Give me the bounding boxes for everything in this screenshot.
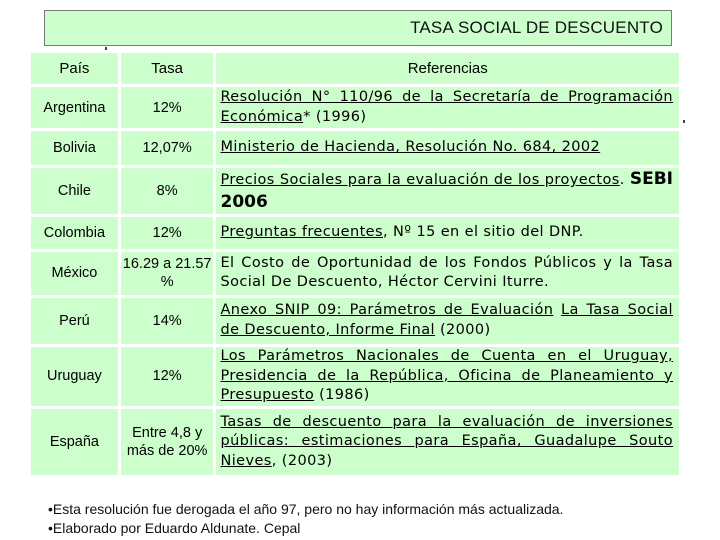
- reference-text: , (2003): [271, 452, 333, 469]
- reference-text: , Nº 15 en el sitio del DNP.: [382, 224, 584, 241]
- reference-link[interactable]: Preguntas frecuentes: [220, 224, 383, 241]
- reference-cell[interactable]: [215, 166, 681, 215]
- table-row: [30, 130, 681, 166]
- country-cell: Perú: [30, 297, 120, 346]
- table-row: [30, 166, 681, 215]
- reference-text: (2000): [434, 321, 491, 338]
- table-row: [30, 408, 681, 477]
- country-cell: Argentina: [30, 86, 120, 130]
- reference-cell[interactable]: [215, 408, 681, 477]
- reference-text: SEBI 2006: [220, 169, 673, 213]
- decorative-mark: [683, 120, 685, 123]
- reference-link[interactable]: Los Parámetros Nacionales de Cuenta en el Uruguay, Presidencia de la República, Oficina de Planeamiento y Presupuesto: [220, 348, 673, 404]
- reference-link[interactable]: Resolución N° 110/96 de la Secretaría de Programación Económica: [220, 89, 673, 125]
- country-cell: Colombia: [30, 216, 120, 250]
- table-header-row: [30, 52, 681, 86]
- reference-link[interactable]: Precios Sociales para la evaluación de los proyectos: [220, 172, 620, 189]
- table-row: [30, 216, 681, 250]
- reference-text: (1986): [314, 387, 370, 404]
- rate-cell: 14%: [119, 297, 215, 346]
- table-row: [30, 345, 681, 408]
- country-cell: España: [30, 408, 120, 477]
- footnotes: [48, 500, 688, 538]
- country-cell: México: [30, 250, 120, 296]
- header-rate: Tasa: [119, 52, 215, 86]
- footnote: •Elaborado por Eduardo Aldunate. Cepal: [48, 520, 301, 536]
- reference-link[interactable]: Anexo SNIP 09: Parámetros de Evaluación: [220, 302, 554, 319]
- country-cell: Uruguay: [30, 345, 120, 408]
- discount-rate-table: [28, 50, 682, 478]
- reference-text: * (1996): [303, 108, 367, 125]
- table-row: [30, 86, 681, 130]
- rate-cell: Entre 4,8 y más de 20%: [119, 408, 215, 477]
- rate-cell: 12%: [119, 216, 215, 250]
- page-title: TASA SOCIAL DE DESCUENTO: [410, 18, 663, 37]
- rate-cell: 16.29 a 21.57 %: [119, 250, 215, 296]
- reference-cell[interactable]: [215, 345, 681, 408]
- reference-link[interactable]: La Tasa Social de Descuento, Informe Final: [220, 302, 673, 338]
- reference-text: El Costo de Oportunidad de los Fondos Públicos y la Tasa Social De Descuento, Héctor Cervini Iturre.: [220, 254, 673, 291]
- reference-cell[interactable]: [215, 297, 681, 346]
- reference-text: .: [619, 172, 630, 189]
- reference-cell[interactable]: [215, 216, 681, 250]
- table-body: [30, 86, 681, 477]
- country-cell: Bolivia: [30, 130, 120, 166]
- reference-cell[interactable]: [215, 86, 681, 130]
- reference-link[interactable]: Tasas de descuento para la evaluación de inversiones públicas: estimaciones para España, Guadalupe Souto Nieves: [220, 413, 673, 469]
- header-country: País: [30, 52, 120, 86]
- country-cell: Chile: [30, 166, 120, 215]
- reference-text: [553, 302, 561, 318]
- reference-link[interactable]: Ministerio de Hacienda, Resolución No. 684, 2002: [220, 139, 601, 156]
- reference-cell[interactable]: [215, 250, 681, 296]
- table-row: [30, 297, 681, 346]
- rate-cell: 12%: [119, 86, 215, 130]
- title-banner: [44, 10, 672, 46]
- reference-cell[interactable]: [215, 130, 681, 166]
- rate-cell: 8%: [119, 166, 215, 215]
- footnote: •Esta resolución fue derogada el año 97, pero no hay información más actualizada.: [48, 501, 564, 517]
- header-reference: Referencias: [215, 52, 681, 86]
- table-row: [30, 250, 681, 296]
- rate-cell: 12,07%: [119, 130, 215, 166]
- rate-cell: 12%: [119, 345, 215, 408]
